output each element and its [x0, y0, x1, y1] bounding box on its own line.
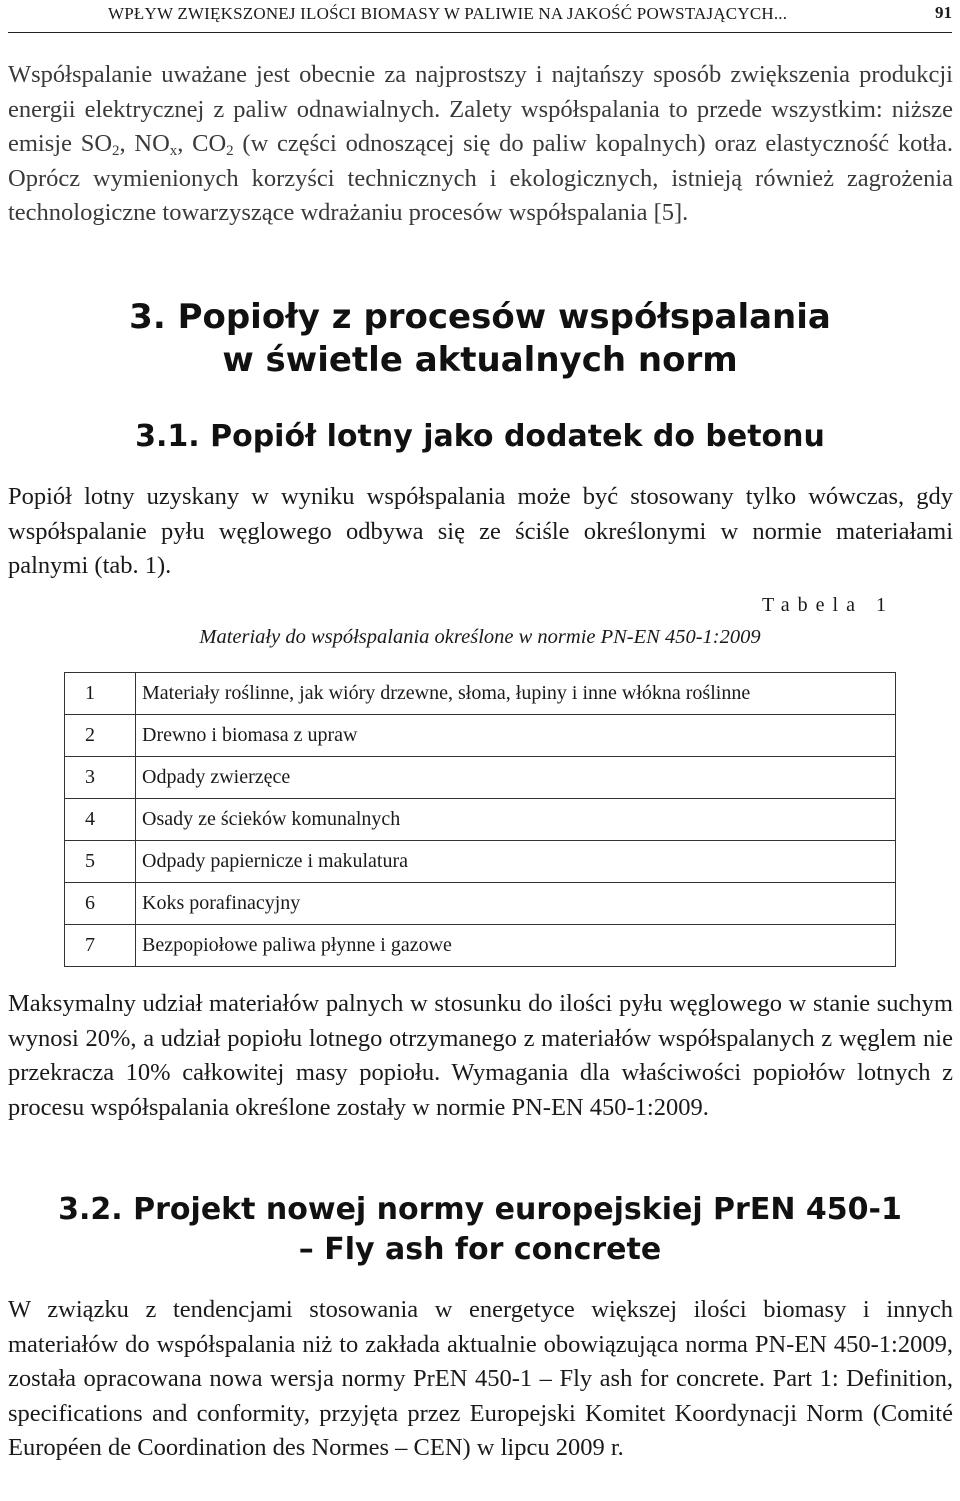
section-3-1-paragraph: Popiół lotny uzyskany w wyniku współspalania może być stosowany tylko wówczas, gdy współspalanie pyłu węglowego odbywa się ze ściśle określonymi w normie materiałami palnymi (tab. 1). — [8, 483, 953, 579]
row-text: Odpady zwierzęce — [136, 757, 896, 799]
table-row — [65, 925, 896, 967]
section-3-2-heading-line2: – Fly ash for concrete — [298, 1232, 662, 1267]
co2-subscript: 2 — [226, 143, 234, 159]
materials-table — [64, 672, 896, 967]
row-text: Odpady papiernicze i makulatura — [136, 841, 896, 883]
intro-paragraph — [8, 58, 953, 231]
table-row — [65, 841, 896, 883]
section-3-1-heading: 3.1. Popiół lotny jako dodatek do betonu — [135, 419, 825, 454]
row-text: Materiały roślinne, jak wióry drzewne, słoma, łupiny i inne włókna roślinne — [136, 673, 896, 715]
so2-subscript: 2 — [112, 143, 120, 159]
row-text: Koks porafinacyjny — [136, 883, 896, 925]
row-number: 5 — [65, 841, 136, 883]
section-3-heading — [0, 296, 960, 382]
table-row — [65, 799, 896, 841]
intro-text-1: Współspalanie uważane jest obecnie za najprostszy i najtańszy sposób zwiększenia produkcji energii elektrycznej z paliw odnawialnych. Zalety współspalania to przede wszystkim: niższe emisje SO — [8, 61, 953, 157]
row-number: 2 — [65, 715, 136, 757]
running-title: WPŁYW ZWIĘKSZONEJ ILOŚCI BIOMASY W PALIWIE NA JAKOŚĆ POWSTAJĄCYCH... — [108, 4, 788, 23]
row-text: Osady ze ścieków komunalnych — [136, 799, 896, 841]
section-3-2-paragraph: W związku z tendencjami stosowania w energetyce większej ilości biomasy i innych materiałów do współspalania niż to zakłada aktualnie obowiązująca norma PN-EN 450-1:2009, została opracowana nowa wersja normy PrEN 450-1 – Fly ash for concrete. Part 1: Definition, specifications and conformity, przyjęta przez Europejski Komitet Koordynacji Norm (Comité Européen de Coordination des Normes – CEN) w lipcu 2009 r. — [8, 1296, 953, 1461]
page-number: 91 — [935, 3, 952, 22]
nox-subscript: x — [169, 143, 178, 159]
intro-text-2: , NO — [119, 130, 170, 157]
row-number: 1 — [65, 673, 136, 715]
table-row — [65, 673, 896, 715]
intro-text-3: , CO — [177, 130, 227, 157]
section-3-heading-line2: w świetle aktualnych norm — [222, 340, 738, 380]
table-caption: Materiały do współspalania określone w normie PN-EN 450-1:2009 — [199, 626, 761, 648]
running-header — [8, 0, 952, 33]
table-row — [65, 883, 896, 925]
row-number: 7 — [65, 925, 136, 967]
table-label: Tabela 1 — [761, 594, 894, 616]
row-text: Bezpopiołowe paliwa płynne i gazowe — [136, 925, 896, 967]
row-number: 6 — [65, 883, 136, 925]
row-number: 4 — [65, 799, 136, 841]
row-number: 3 — [65, 757, 136, 799]
table-row — [65, 715, 896, 757]
section-3-2-heading-line1: 3.2. Projekt nowej normy europejskiej PrEN 450-1 — [58, 1192, 902, 1227]
table-row — [65, 757, 896, 799]
intro-text-4: (w części odnoszącej się do paliw kopalnych) oraz elastyczność kotła. Oprócz wymienionych korzyści technicznych i ekologicznych, istnieją również zagrożenia technologiczne towarzyszące wdrażaniu procesów współspalania [5]. — [8, 130, 953, 226]
row-text: Drewno i biomasa z upraw — [136, 715, 896, 757]
section-3-2-heading — [0, 1190, 960, 1270]
section-3-heading-line1: 3. Popioły z procesów współspalania — [129, 297, 831, 337]
after-table-paragraph: Maksymalny udział materiałów palnych w stosunku do ilości pyłu węglowego w stanie suchym wynosi 20%, a udział popiołu lotnego otrzymanego z materiałów współspalanych z węglem nie przekracza 10% całkowitej masy popiołu. Wymagania dla właściwości popiołów lotnych z procesu współspalania określone zostały w normie PN-EN 450-1:2009. — [8, 990, 953, 1121]
